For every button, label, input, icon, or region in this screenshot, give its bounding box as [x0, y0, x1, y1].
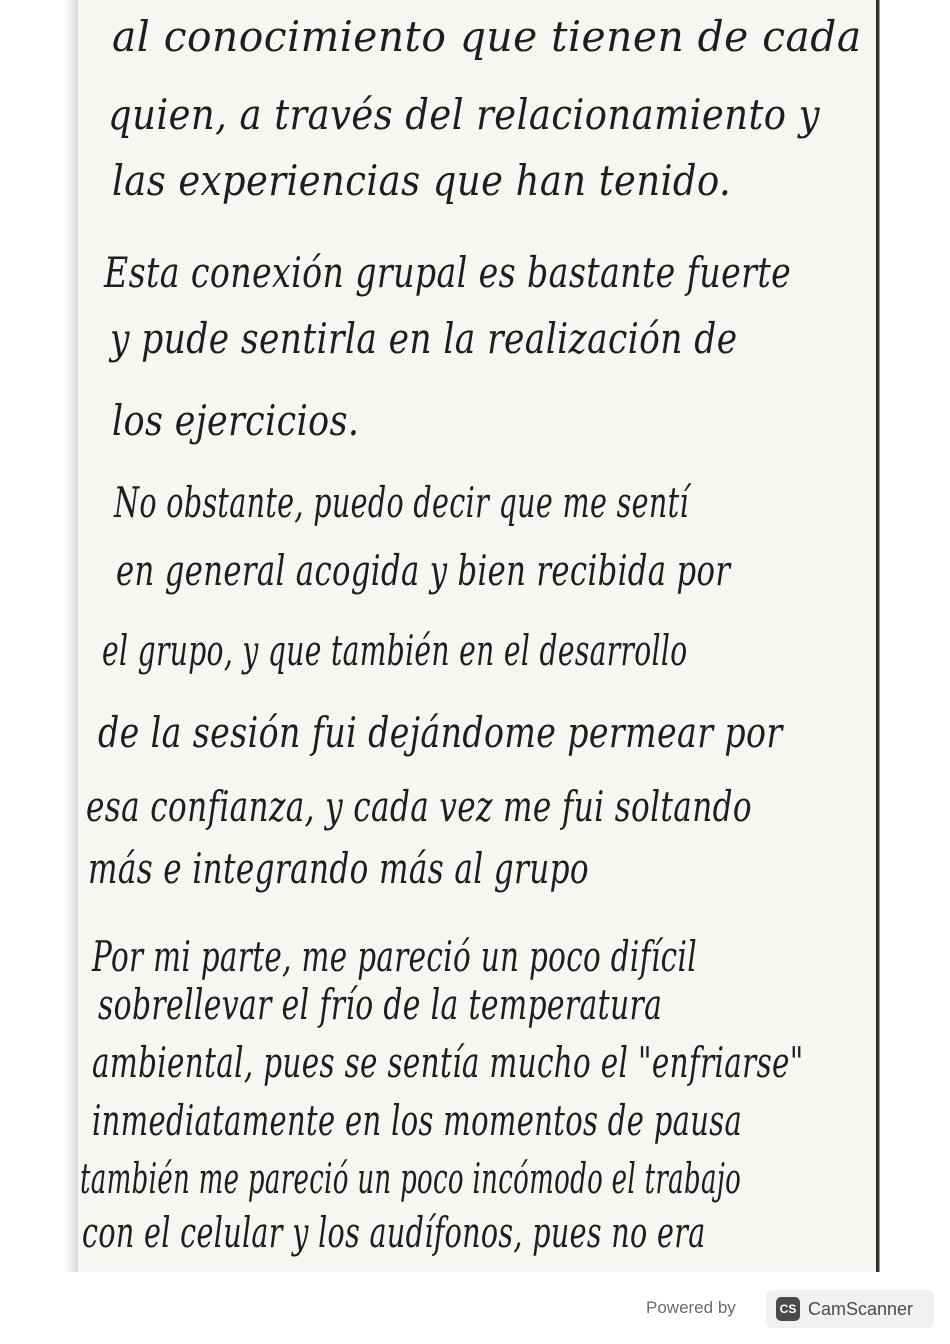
handwritten-line: quien, a través del relacionamiento y [108, 90, 820, 139]
powered-by-label: Powered by [646, 1298, 736, 1317]
handwritten-line: los ejercicios. [112, 396, 360, 445]
handwritten-line: esa confianza, y cada vez me fui soltando [86, 782, 752, 831]
handwritten-line: al conocimiento que tienen de cada [112, 12, 862, 61]
handwritten-line: en general acogida y bien recibida por [116, 546, 731, 595]
camscanner-brand: CamScanner [808, 1299, 914, 1319]
handwritten-line: y pude sentirla en la realización de [110, 314, 738, 363]
page-left-shadow [0, 0, 78, 1272]
handwritten-line: Esta conexión grupal es bastante fuerte [104, 248, 792, 297]
handwritten-line: el grupo, y que también en el desarrollo [102, 626, 688, 675]
handwritten-paper [78, 0, 876, 1272]
page-right-edge [876, 0, 950, 1272]
camscanner-badge [766, 1290, 934, 1328]
camscanner-logo-icon: CS [776, 1297, 800, 1321]
handwritten-line: Por mi parte, me pareció un poco difícil [92, 932, 697, 981]
handwritten-line: No obstante, puedo decir que me sentí [114, 478, 689, 527]
handwritten-line: también me pareció un poco incómodo el trabajo [80, 1154, 742, 1203]
handwritten-line: de la sesión fui dejándome permear por [98, 708, 783, 757]
handwritten-line: ambiental, pues se sentía mucho el "enfriarse" [92, 1038, 804, 1087]
handwritten-line: sobrellevar el frío de la temperatura [98, 980, 663, 1029]
handwritten-line: con el celular y los audífonos, pues no era [82, 1208, 706, 1257]
handwritten-line: las experiencias que han tenido. [112, 156, 732, 205]
handwritten-line: más e integrando más al grupo [88, 844, 590, 893]
handwritten-line: inmediatamente en los momentos de pausa [92, 1096, 743, 1145]
